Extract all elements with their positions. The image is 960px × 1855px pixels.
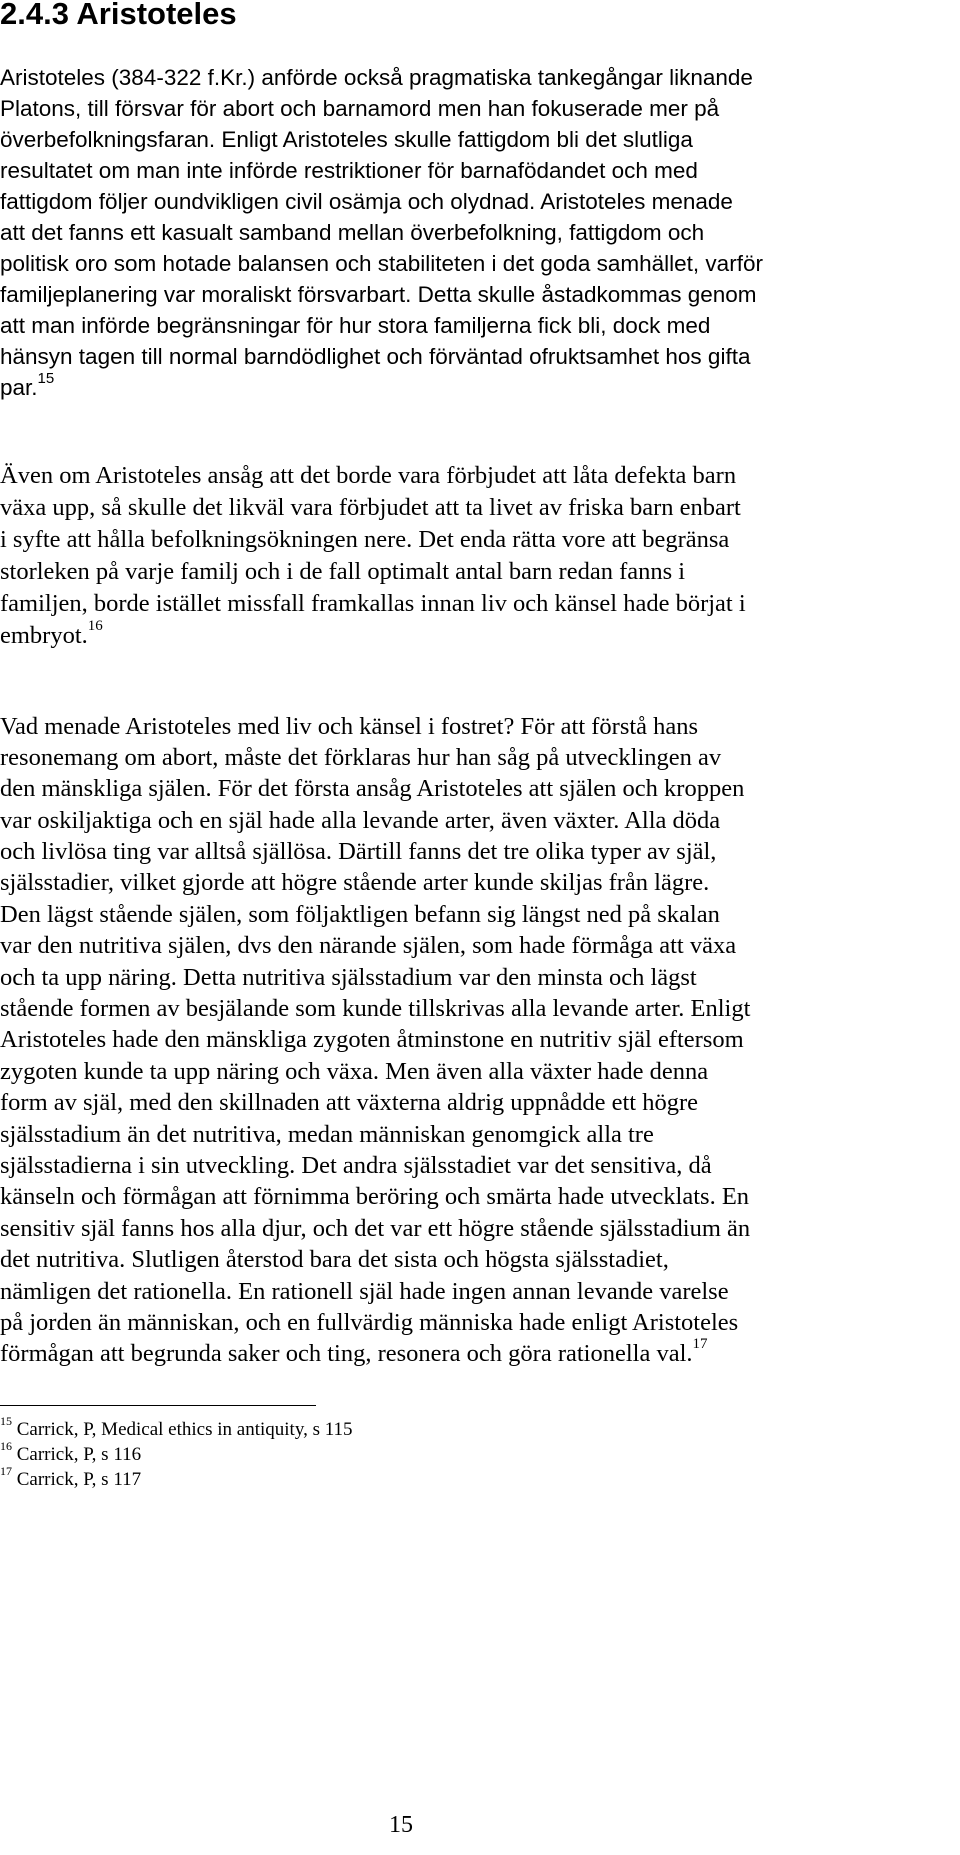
- text-line: det nutritiva. Slutligen återstod bara det sista och högsta själsstadiet,: [0, 1246, 669, 1273]
- text-line: var den nutritiva själen, dvs den närande själen, som hade förmåga att växa: [0, 932, 737, 959]
- text-line: familjen, borde istället missfall framkallas innan liv och känsel hade börjat i: [0, 590, 746, 617]
- text-line: var oskiljaktiga och en själ hade alla levande arter, även växter. Alla döda: [0, 807, 721, 834]
- text-line: själsstadium än det nutritiva, medan människan genomgick alla tre: [0, 1121, 654, 1148]
- text-line: Aristoteles hade den mänskliga zygoten åtminstone en nutritiv själ eftersom: [0, 1026, 744, 1053]
- footnote-ref: 17: [692, 1335, 708, 1352]
- page-number: 15: [389, 1812, 413, 1838]
- text-line: och livlösa ting var alltså själlösa. Därtill fanns det tre olika typer av själ,: [0, 838, 717, 865]
- text-line: sensitiv själ fanns hos alla djur, och det var ett högre stående själsstadium än: [0, 1215, 751, 1242]
- footnote: [0, 1413, 353, 1443]
- text-line: den mänskliga själen. För det första ansåg Aristoteles att själen och kroppen: [0, 775, 745, 802]
- footnote-ref: 15: [37, 369, 55, 387]
- text-line: Vad menade Aristoteles med liv och känsel i fostret? För att förstå hans: [0, 713, 699, 740]
- text-line: storleken på varje familj och i de fall optimalt antal barn redan fanns i: [0, 558, 686, 585]
- footnote-number: 17: [0, 1463, 12, 1478]
- section-heading: 2.4.3 Aristoteles: [0, 0, 237, 31]
- text-line: känseln och förmågan att förnimma beröring och smärta hade utvecklats. En: [0, 1183, 750, 1210]
- text-line: [0, 1335, 708, 1370]
- footnote-text: Carrick, P, s 116: [16, 1444, 142, 1465]
- text-line: själsstadierna i sin utveckling. Det andra själsstadiet var det sensitiva, då: [0, 1152, 712, 1179]
- text-line: överbefolkningsfaran. Enligt Aristoteles skulle fattigdom bli det slutliga: [0, 127, 693, 152]
- text-line: Den lägst stående själen, som följaktligen befann sig längst ned på skalan: [0, 901, 720, 928]
- footnote-number: 16: [0, 1438, 12, 1453]
- text-line: Även om Aristoteles ansåg att det borde vara förbjudet att låta defekta barn: [0, 462, 737, 489]
- text-line: [0, 369, 55, 404]
- text-line: Aristoteles (384-322 f.Kr.) anförde också pragmatiska tankegångar liknande: [0, 65, 753, 90]
- text-line-content: par.: [0, 375, 38, 400]
- text-line: själsstadier, vilket gjorde att högre stående arter kunde skiljas från lägre.: [0, 869, 710, 896]
- text-line: resonemang om abort, måste det förklaras hur han såg på utvecklingen av: [0, 744, 722, 771]
- footnote-ref: 16: [87, 617, 103, 634]
- text-line: familjeplanering var moraliskt försvarbart. Detta skulle åstadkommas genom: [0, 282, 757, 307]
- text-line: växa upp, så skulle det likväl vara förbjudet att ta livet av friska barn enbart: [0, 494, 741, 521]
- text-line-content: embryot.: [0, 622, 88, 649]
- text-line-content: förmågan att begrunda saker och ting, resonera och göra rationella val.: [0, 1340, 693, 1367]
- footnote-number: 15: [0, 1413, 12, 1428]
- text-line: zygoten kunde ta upp näring och växa. Men även alla växter hade denna: [0, 1058, 709, 1085]
- text-line: form av själ, med den skillnaden att växterna aldrig uppnådde ett högre: [0, 1089, 699, 1116]
- text-line: resultatet om man inte införde restriktioner för barnafödandet och med: [0, 158, 698, 183]
- text-line: hänsyn tagen till normal barndödlighet och förväntad ofruktsamhet hos gifta: [0, 344, 751, 369]
- footnote-separator: [0, 1405, 316, 1406]
- text-line: fattigdom följer oundvikligen civil osämja och olydnad. Aristoteles menade: [0, 189, 733, 214]
- text-line: [0, 617, 103, 652]
- text-line: på jorden än människan, och en fullvärdig människa hade enligt Aristoteles: [0, 1309, 739, 1336]
- text-line: och ta upp näring. Detta nutritiva själsstadium var den minsta och lägst: [0, 964, 697, 991]
- text-line: i syfte att hålla befolkningsökningen nere. Det enda rätta vore att begränsa: [0, 526, 730, 553]
- text-line: stående formen av besjälande som kunde tillskrivas alla levande arter. Enligt: [0, 995, 751, 1022]
- footnote-text: Carrick, P, Medical ethics in antiquity, s 115: [16, 1419, 353, 1440]
- footnote-text: Carrick, P, s 117: [16, 1469, 142, 1490]
- text-line: Platons, till försvar för abort och barnamord men han fokuserade mer på: [0, 96, 720, 121]
- text-line: nämligen det rationella. En rationell själ hade ingen annan levande varelse: [0, 1278, 729, 1305]
- text-line: att man införde begränsningar för hur stora familjerna fick bli, dock med: [0, 313, 711, 338]
- text-line: att det fanns ett kasualt samband mellan överbefolkning, fattigdom och: [0, 220, 705, 245]
- footnote: [0, 1438, 142, 1468]
- footnote: [0, 1463, 142, 1493]
- text-line: politisk oro som hotade balansen och stabiliteten i det goda samhället, varför: [0, 251, 763, 276]
